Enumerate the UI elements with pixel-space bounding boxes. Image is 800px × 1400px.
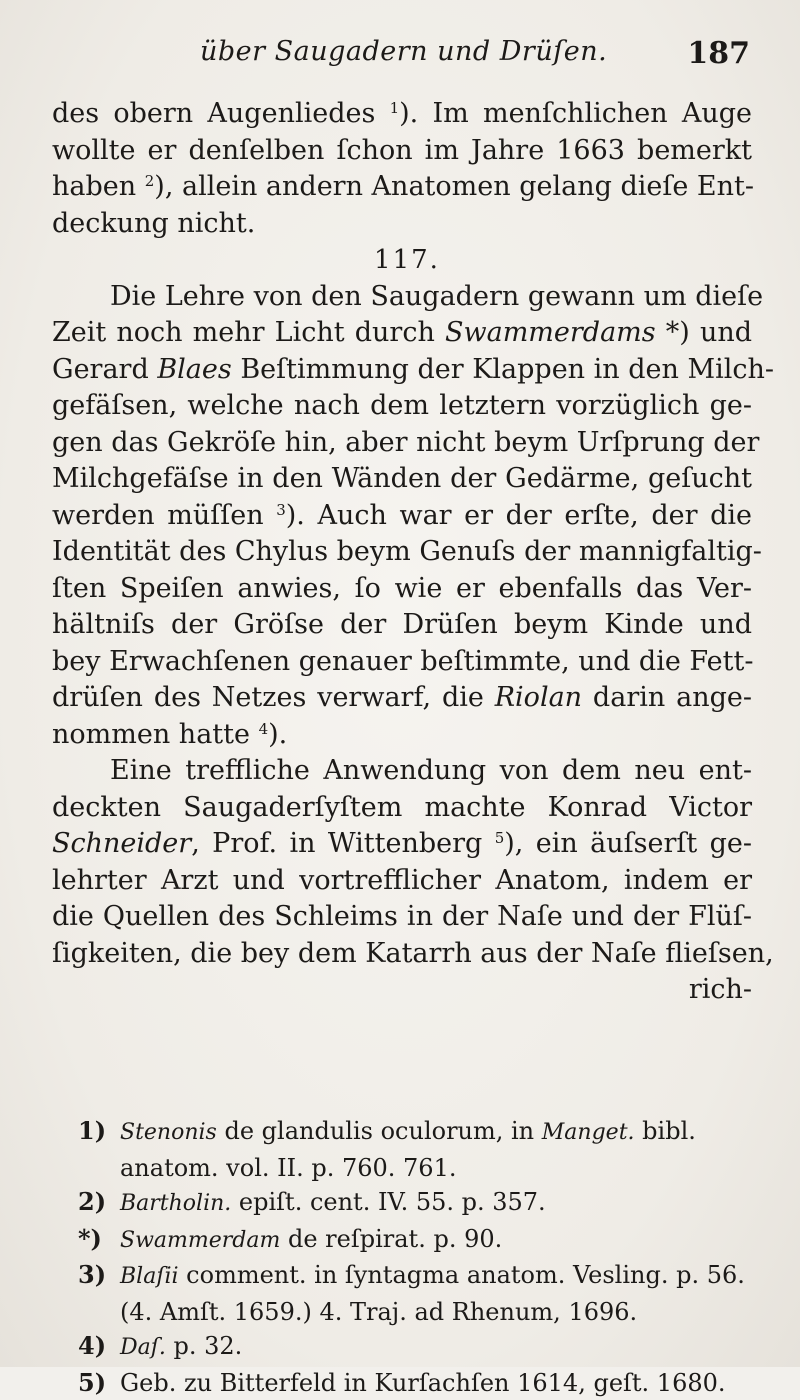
footnote-ref: 1 <box>390 99 400 117</box>
text-line: haben $^2$), allein andern Anatomen gelang dieſe Ent- <box>52 169 752 206</box>
text-line: drüſen des Netzes verwarf, die Riolan darin ange- <box>52 680 752 717</box>
page-header <box>60 36 750 76</box>
text-line: gefäſsen, welche nach dem letztern vorzüglich ge- <box>52 388 752 425</box>
main-text <box>52 96 752 1009</box>
catchword: rich- <box>52 972 752 1009</box>
footnote: 1) Stenonis de glandulis oculorum, in Manget. bibl. <box>78 1114 758 1151</box>
text-line: nommen hatte $^4$). <box>52 717 752 754</box>
text-line: lehrter Arzt und vortrefflicher Anatom, indem er <box>52 863 752 900</box>
section-number: 117. <box>62 242 752 279</box>
footnotes <box>78 1114 758 1400</box>
text-line: ſten Speiſen anwies, ſo wie er ebenfalls das Ver- <box>52 571 752 608</box>
footnote-continuation: anatom. vol. II. p. 760. 761. <box>78 1151 758 1186</box>
footnote-ref: 3 <box>276 501 286 519</box>
text-line: wollte er denſelben ſchon im Jahre 1663 bemerkt <box>52 133 752 170</box>
text-line: bey Erwachſenen genauer beſtimmte, und die Fett- <box>52 644 752 681</box>
footnote: 4) Daſ. p. 32. <box>78 1329 758 1366</box>
text-line: Schneider, Prof. in Wittenberg $^5$), ein äuſserſt ge- <box>52 826 752 863</box>
text-line: Eine treffliche Anwendung von dem neu ent- <box>52 753 752 790</box>
text-line: Identität des Chylus beym Genuſs der mannigfaltig- <box>52 534 752 571</box>
footnote: *) Swammerdam de reſpirat. p. 90. <box>78 1222 758 1259</box>
text-line: deckung nicht. <box>52 206 752 243</box>
footnote-continuation: (4. Amſt. 1659.) 4. Traj. ad Rhenum, 1696. <box>78 1295 758 1330</box>
text-line: Die Lehre von den Saugadern gewann um dieſe <box>52 279 752 316</box>
footnote-ref: 2 <box>145 172 155 190</box>
text-line: hältniſs der Gröſse der Drüſen beym Kinde und <box>52 607 752 644</box>
text-line: ſigkeiten, die bey dem Katarrh aus der Naſe flieſsen, <box>52 936 752 973</box>
text-line: Zeit noch mehr Licht durch Swammerdams *) und <box>52 315 752 352</box>
footnote: 5) Geb. zu Bitterfeld in Kurſachſen 1614, geſt. 1680. <box>78 1366 758 1400</box>
footnote: 2) Bartholin. epiſt. cent. IV. 55. p. 357. <box>78 1185 758 1222</box>
page-number: 187 <box>687 36 750 71</box>
text-line: Gerard Blaes Beſtimmung der Klappen in den Milch- <box>52 352 752 389</box>
text-line: werden müſſen $^3$). Auch war er der erſte, der die <box>52 498 752 535</box>
text-line: Milchgefäſse in den Wänden der Gedärme, geſucht <box>52 461 752 498</box>
running-head: über Saugadern und Drüſen. <box>200 36 607 67</box>
text-line: des obern Augenliedes $^1$). Im menſchlichen Auge <box>52 96 752 133</box>
footnote: 3) Blaſii comment. in ſyntagma anatom. Vesling. p. 56. <box>78 1258 758 1295</box>
footnote-ref: 5 <box>495 829 505 847</box>
text-line: deckten Saugaderſyſtem machte Konrad Victor <box>52 790 752 827</box>
footnote-ref: 4 <box>259 720 269 738</box>
text-line: gen das Gekröſe hin, aber nicht beym Urſprung der <box>52 425 752 462</box>
text-line: die Quellen des Schleims in der Naſe und der Flüſ- <box>52 899 752 936</box>
